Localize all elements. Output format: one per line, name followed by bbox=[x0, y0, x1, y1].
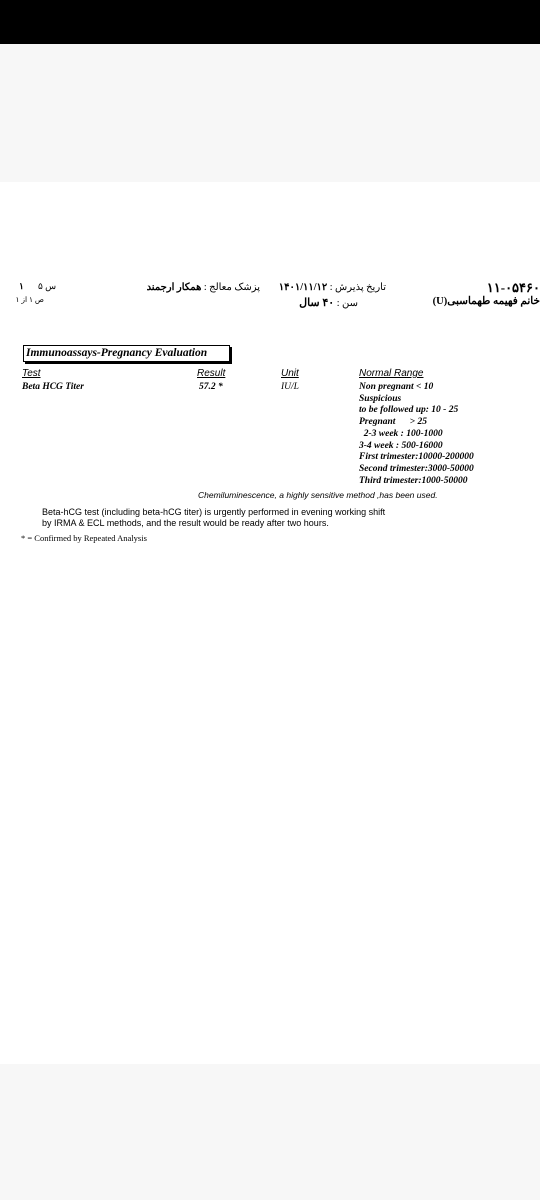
range-line: First trimester:10000-200000 bbox=[359, 452, 474, 463]
method-note: Chemiluminescence, a highly sensitive method ,has been used. bbox=[198, 490, 438, 500]
range-line: Third trimester:1000-50000 bbox=[359, 475, 468, 486]
page-of: ص ۱ از ۱ bbox=[15, 295, 44, 304]
admission-label: تاریخ پذیرش : bbox=[329, 282, 386, 293]
page-label: س ۵ bbox=[38, 281, 57, 291]
column-result: Result bbox=[197, 368, 226, 379]
age-line bbox=[286, 296, 358, 309]
viewer-background-bottom bbox=[0, 1064, 540, 1200]
doctor-label: پزشک معالج : bbox=[203, 282, 260, 293]
info-note-line-1: Beta-hCG test (including beta-hCG titer) is urgently performed in evening working shift bbox=[42, 507, 386, 517]
test-result: 57.2 * bbox=[199, 382, 223, 392]
column-test: Test bbox=[22, 368, 41, 379]
info-note-line-2: by IRMA & ECL methods, and the result would be ready after two hours. bbox=[42, 518, 329, 528]
range-line: 3-4 week : 500-16000 bbox=[359, 440, 443, 451]
admission-line bbox=[276, 282, 386, 293]
viewer-background-top bbox=[0, 44, 540, 182]
test-unit: IU/L bbox=[281, 382, 299, 392]
patient-name: خانم فهیمه طهماسبی(U) bbox=[432, 296, 540, 307]
range-line: Second trimester:3000-50000 bbox=[359, 463, 474, 474]
footnote: * = Confirmed by Repeated Analysis bbox=[21, 533, 147, 543]
age-value: ۴۰ سال bbox=[299, 297, 335, 309]
range-line: Non pregnant < 10 bbox=[359, 382, 434, 392]
page-number: ۱ bbox=[19, 281, 24, 291]
column-unit: Unit bbox=[281, 368, 299, 379]
normal-range bbox=[359, 382, 474, 487]
admission-date: ۱۴۰۱/۱۱/۱۲ bbox=[278, 282, 328, 293]
patient-id: ۱۱-۰۵۴۶۰ bbox=[486, 280, 540, 295]
section-title: Immunoassays-Pregnancy Evaluation bbox=[23, 345, 230, 362]
age-label: سن : bbox=[336, 298, 358, 309]
range-line: 2-3 week : 100-1000 bbox=[359, 428, 443, 439]
range-line: Suspicious bbox=[359, 393, 402, 404]
report-page bbox=[0, 182, 540, 1064]
doctor-name: همکار ارجمند bbox=[146, 282, 202, 293]
doctor-line bbox=[146, 282, 260, 293]
range-line: Pregnant > 25 bbox=[359, 417, 427, 428]
range-line: to be followed up: 10 - 25 bbox=[359, 405, 459, 416]
status-bar bbox=[0, 0, 540, 44]
test-name: Beta HCG Titer bbox=[22, 382, 84, 392]
column-normal-range: Normal Range bbox=[359, 368, 424, 379]
